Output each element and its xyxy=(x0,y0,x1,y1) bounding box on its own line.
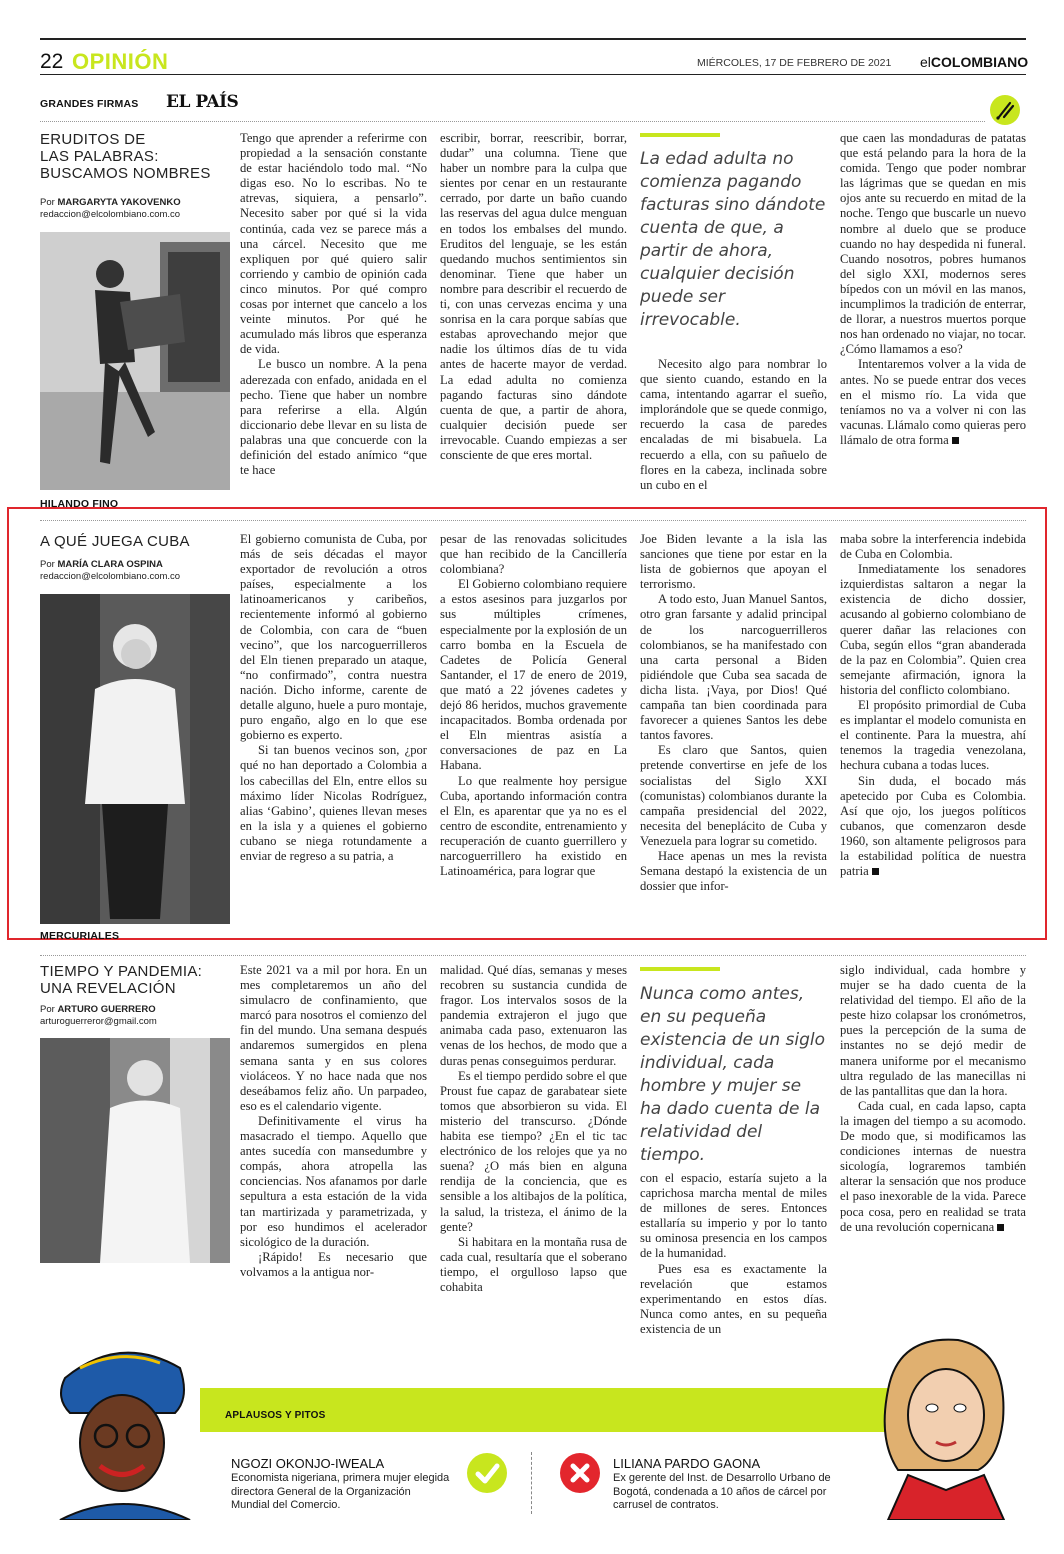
article-column: escribir, borrar, reescribir, borrar, dudar” una columna. Tiene que haber un nombre para la culpa que sientes por cenar en un restaurante cerrado, por darte un baño cuando las reservas del agua dulce menguan en todos los embalses del mundo. Eruditos del lenguaje, se les están quedando muchos sentimientos sin denominar. Tiene que haber un nombre para describir el recuerdo de ti, con unas cervezas encima y una sonrisa en la cara porque sabías que estabas aprovechando mejor que nadie los últimos días de tu vida antes de hacerte mayor de verdad. La edad adulta no comienza pagando facturas sino dándote cuenta de que, a partir de ahora, cualquier decisión puede ser irrevocable. Cuando empiezas a ser consciente de que eres mortal. xyxy=(440,131,627,462)
pull-quote: Nunca como antes, en su pequeña existencia de un siglo individual, cada hombre y mujer se ha dado cuenta de la relatividad del tiempo. xyxy=(640,984,825,1165)
article-column: malidad. Qué días, semanas y meses recobren su sustancia cundida de fragor. Los intervalos sosos de la pandemia extrajeron el jugo que animaba cada paso, extenuaron las venas de los hechos, de modo que a duras penas conseguimos perdurar. Es el tiempo perdido sobre el que Proust fue capaz de garabatear siete tomos que absorbieron su vida. El misterio del transcurso. ¿Dónde habita ese tiempo? ¿En el tic tac electrónico de los relojes que ya no suena? ¿O más bien en alguna rendija de la conciencia, que es sensible a los altibajos de la política, la salud, la tristeza, el ánimo de la gente? Si habitara en la montaña rusa de cada cual, resultaría que el soberano tiempo, el orgulloso lapso que cohabita xyxy=(440,963,627,1294)
check-icon xyxy=(467,1453,507,1493)
aplauso-name: NGOZI OKONJO-IWEALA xyxy=(231,1456,385,1471)
x-icon xyxy=(560,1453,600,1493)
section-title: OPINIÓN xyxy=(72,49,169,74)
author-email: redaccion@elcolombiano.com.co xyxy=(40,209,181,220)
article-column: El gobierno comunista de Cuba, por más de seis décadas el mayor exportador de revolución a otros países, especialmente a los latinoamericanos y caribeños, recientemente informó al gobierno de Colombia, con cara de “buen vecino”, que los narcoguerrilleros del Eln tienen preparado un ataque, “no confirmado”, contra nuestra nación. Dicho informe, carente de detalle alguno, huele a puro montaje, puro engaño, algo en lo que ese gobierno es experto. Si tan buenos vecinos son, ¿por qué no han deportado a Colombia a los cabecillas del Eln, entre ellos su máximo líder Nicolas Rodríguez, alias ‘Gabino’, quienes llevan meses en la isla y a quienes el gobierno cubano se niega rotundamente a enviar de regreso a su patria, a xyxy=(240,532,427,863)
article-title: TIEMPO Y PANDEMIA: UNA REVELACIÓN xyxy=(40,963,203,997)
article-column: siglo individual, cada hombre y mujer se ha dado cuenta de la relatividad del tiempo. El año de la peste hizo colapsar los cronómetros, pues la percepción de la suma de instantes no se dejó medir de manera uniforme por el mecanismo ultra regulado de las manecillas ni de las pantallitas que dan la hora. Cada cual, en cada lapso, capta la imagen del tiempo a su acomodo. De modo que, si modificamos las condiciones internas de nuestra sicología, lograremos también alterar la sensación que nos produce el paso inexorable de la vida. Parece poca cosa, pero en realidad se trata de una revolución copernicana xyxy=(840,963,1026,1234)
end-mark xyxy=(997,1224,1004,1231)
end-mark xyxy=(952,437,959,444)
byline: Por MARGARYTA YAKOVENKO xyxy=(40,197,181,208)
divider xyxy=(531,1452,532,1514)
page-number: 22 xyxy=(40,50,64,73)
article-column: Joe Biden levante a la isla las sanciones que tiene por estar en la lista de gobiernos que apoyan el terrorismo. A todo esto, Juan Manuel Santos, otro gran farsante y adalid principal de los narcoguerrilleros colombianos, se ha manifestado con una carta personal a Biden pidiéndole que Cuba sea sacada de dicha lista. ¡Vaya, por Dios! Qué campaña tan bien coordinada para favorecer a quienes Santos les debe tantos favores. Es claro que Santos, quien pretende convertirse en jefe de los socialistas del Siglo XXI (comunistas) colombianos durante la campaña presidencial del 2022, necesita del beneplácito de Cuba y Venezuela para lograr su cometido. Hace apenas un mes la revista Semana destapó la existencia de un dossier que infor- xyxy=(640,532,827,894)
article-column: con el espacio, estaría sujeto a la caprichosa marcha mental de miles de millones de seres. Entonces estallaría su imperio y por lo tanto su ominosa presencia en los campos de la humanidad. Pues esa es exactamente la revelación que estamos experimentando en estos días. Nunca como antes, en su pequeña existencia de un xyxy=(640,1171,827,1336)
article-title: A QUÉ JUEGA CUBA xyxy=(40,533,190,550)
article-column: Tengo que aprender a referirme con propiedad a la sensación constante de estar haciéndolo todo mal. “No digas eso. No lo escribas. No te atrevas, siquiera, a pensarlo”. Necesito saber por qué si la vida continúa, cada vez se parece más a una cárcel. Necesito que me expliquen por qué quiero salir corriendo y cambio de opinión cada cinco minutos. Por qué compro cosas por internet que cancelo a los veinte minutos. Por qué he acumulado más libros que esperanza de vida. Le busco un nombre. A la pena aderezada con enfado, anidada en el pecho. Tiene que haber un nombre para referirse a ella. Algún diccionario debe llevar en su lista de palabras una que concuerde con la definición del estado anímico “que te hace xyxy=(240,131,427,478)
article-column: pesar de las renovadas solicitudes que han recibido de la Cancillería colombiana? El Gobierno colombiano requiere a estos asesinos para juzgarlos por sus múltiples crímenes, especialmente por la explosión de un carro bomba en la Escuela de Cadetes de Policía General Santander, el 17 de enero de 2019, que mató a 22 jóvenes cadetes y dejó 86 heridos, muchos gravemente incapacitados. Bomba ordenada por el Eln mientras asistía a conversaciones de paz en La Habana. Lo que realmente hoy persigue Cuba, aportando información contra el Eln, es aparentar que ya no es el centro de escondite, entrenamiento y recuperación de cuanto guerrillero y narcoguerrillero ha existido en Latinoamérica, para lograr que xyxy=(440,532,627,879)
section-label: MERCURIALES xyxy=(40,930,120,942)
article-title: ERUDITOS DE LAS PALABRAS: BUSCAMOS NOMBRES xyxy=(40,131,211,182)
author-email: redaccion@elcolombiano.com.co xyxy=(40,571,181,582)
byline: Por ARTURO GUERRERO xyxy=(40,1004,156,1015)
top-rule xyxy=(40,38,1026,40)
article-column: que caen las mondaduras de patatas que está pelando para la hora de la comida. Tengo que poder nombrar las lágrimas que se quedan en mis ojos ante su recuerdo en mitad de la noche. Tengo que buscarle un nuevo nombre al duelo que se produce cuando no hay despedida ni funeral. Cuando nosotros, pobres humanos del siglo XXI, modernos seres bípedos con un móvil en las manos, incumplimos la tradición de enterrar, de llorar, a nuestros muertos porque nos han ordenado no viajar, no tocar. ¿Cómo llamamos a eso? Intentaremos volver a la vida de antes. No se puede entrar dos veces en el mismo río. La vida que teníamos no va a volver ni con las vacunas. Llámalo como quieras pero llámalo de otra forma xyxy=(840,131,1026,447)
section-label: GRANDES FIRMAS xyxy=(40,98,139,110)
article-column: maba sobre la interferencia indebida de Cuba en Colombia. Inmediatamente los senadores izquierdistas saltaron a negar la existencia de dicho dossier, acusando al gobierno colombiano de querer dañar las relaciones con Cuba, según ellos “gran abanderada de la paz en Colombia”. Quien crea semejante afirmación, ignora la historia del conflicto colombiano. El propósito primordial de Cuba es implantar el modelo comunista en el continente. Para la muestra, ahí tenemos la tragedia venezolana, hechura cubana a todas luces. Sin duda, el bocado más apetecido por Cuba es Colombia. Así que ojo, los juegos políticos cubanos, que comenzaron desde 1960, son altamente peligrosos para la estabilidad política de nuestra patria xyxy=(840,532,1026,879)
caricature-right xyxy=(858,1330,1026,1520)
caricature-left xyxy=(40,1338,200,1520)
pito-name: LILIANA PARDO GAONA xyxy=(613,1456,761,1471)
author-portrait xyxy=(40,1038,230,1263)
author-email: arturoguerreror@gmail.com xyxy=(40,1016,157,1027)
end-mark xyxy=(872,868,879,875)
issue-date: MIÉRCOLES, 17 DE FEBRERO DE 2021 xyxy=(697,57,892,69)
article-column: Necesito algo para nombrar lo que siento cuando, estando en la cama, intentando agarrar el sueño, implorándole que se quede conmigo, recuerdo la casa de paredes encaladas de mi bisabuela. La recuerdo a ella, con su pañuelo de flores en la cabeza, inclinada sobre un cubo en el xyxy=(640,357,827,491)
statue-photo xyxy=(40,232,230,490)
aplausos-label: APLAUSOS Y PITOS xyxy=(225,1410,326,1421)
pull-quote: La edad adulta no comienza pagando facturas sino dándote cuenta de que, a partir de ahora, cualquier decisión puede ser irrevocable. xyxy=(640,149,826,330)
section-label: HILANDO FINO xyxy=(40,498,119,510)
pito-description: Ex gerente del Inst. de Desarrollo Urbano de Bogotá, condenada a 10 años de cárcel por carrusel de contratos. xyxy=(613,1472,831,1511)
byline: Por MARÍA CLARA OSPINA xyxy=(40,559,163,570)
pen-icon xyxy=(990,95,1020,125)
partner-logo: EL PAÍS xyxy=(166,92,239,112)
header-rule xyxy=(40,74,1026,75)
brand-logo: elCOLOMBIANO xyxy=(920,54,1029,70)
author-portrait xyxy=(40,594,230,924)
aplauso-description: Economista nigeriana, primera mujer elegida directora General de la Organización Mundial del Comercio. xyxy=(231,1472,450,1511)
article-column: Este 2021 va a mil por hora. En un mes completaremos un año del simulacro de confinamiento, que marcó para nosotros el comienzo del fin del mundo. Una semana después andaremos sumergidos en plena semana santa y en sus colores violáceos. Y no hace nada que nos deseábamos feliz año. Un parpadeo, eso es el calendario vigente. Definitivamente el virus ha masacrado el tiempo. Aquello que antes sucedía con mansedumbre y compás, ahora atropella las conciencias. Nos afanamos por darle sepultura a esta estación de la vida tan martirizada y parametrizada, y por eso hundimos el acelerador sicológico de la duración. ¡Rápido! Es necesario que volvamos a la antigua nor- xyxy=(240,963,427,1279)
